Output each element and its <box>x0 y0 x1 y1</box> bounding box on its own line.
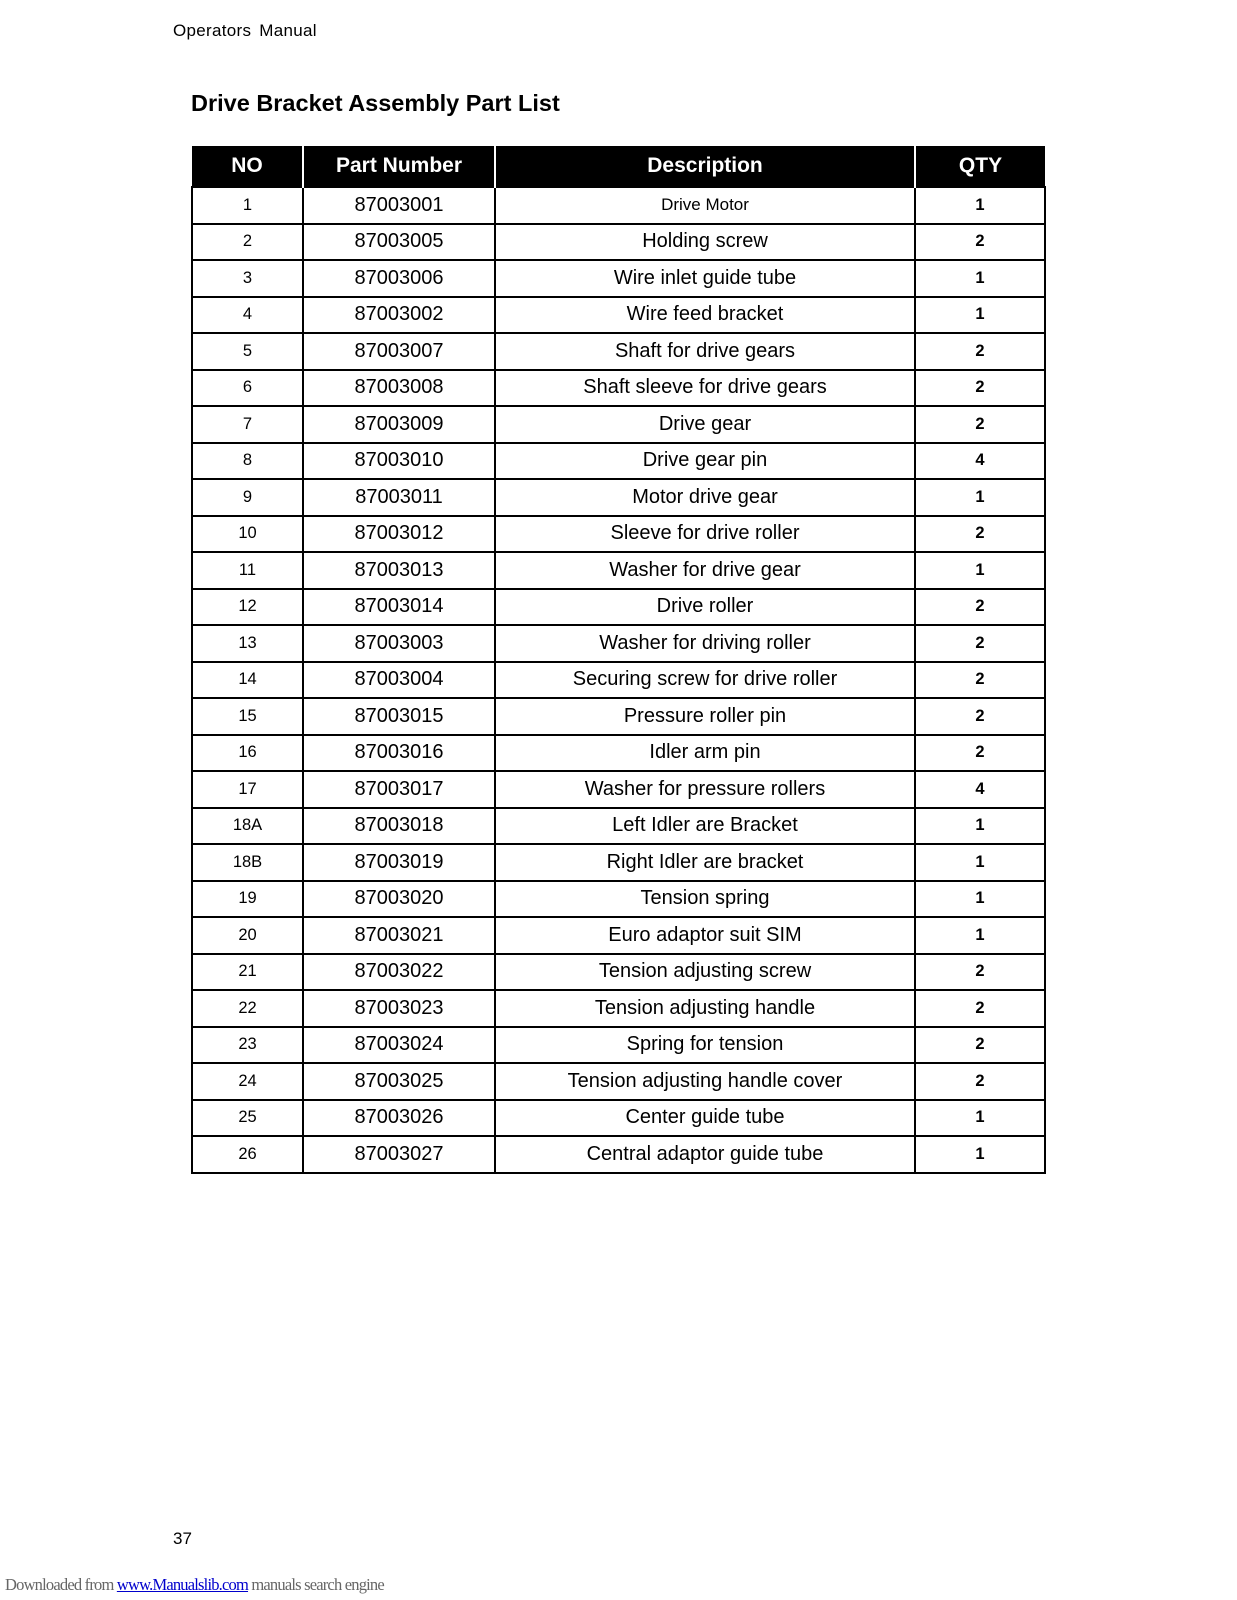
cell-qty: 1 <box>915 1100 1045 1137</box>
cell-no: 10 <box>192 516 303 553</box>
table-row <box>192 1100 1045 1137</box>
cell-no: 11 <box>192 552 303 589</box>
table-row <box>192 698 1045 735</box>
cell-no: 6 <box>192 370 303 407</box>
cell-part-number: 87003017 <box>303 771 495 808</box>
table-row <box>192 443 1045 480</box>
cell-part-number: 87003025 <box>303 1063 495 1100</box>
cell-no: 15 <box>192 698 303 735</box>
cell-no: 21 <box>192 954 303 991</box>
table-row <box>192 552 1045 589</box>
table-row <box>192 735 1045 772</box>
cell-description: Left Idler are Bracket <box>495 808 915 845</box>
cell-description: Idler arm pin <box>495 735 915 772</box>
cell-qty: 2 <box>915 516 1045 553</box>
cell-qty: 1 <box>915 297 1045 334</box>
cell-part-number: 87003007 <box>303 333 495 370</box>
cell-description: Motor drive gear <box>495 479 915 516</box>
column-header-no: NO <box>192 146 303 187</box>
cell-part-number: 87003001 <box>303 187 495 224</box>
cell-qty: 2 <box>915 990 1045 1027</box>
parts-table <box>191 146 1046 1174</box>
page-title: Drive Bracket Assembly Part List <box>191 90 560 116</box>
cell-part-number: 87003021 <box>303 917 495 954</box>
table-row <box>192 625 1045 662</box>
cell-no: 25 <box>192 1100 303 1137</box>
cell-no: 1 <box>192 187 303 224</box>
table-row <box>192 187 1045 224</box>
cell-part-number: 87003005 <box>303 224 495 261</box>
cell-part-number: 87003024 <box>303 1027 495 1064</box>
cell-qty: 1 <box>915 1136 1045 1173</box>
cell-part-number: 87003004 <box>303 662 495 699</box>
cell-no: 9 <box>192 479 303 516</box>
cell-qty: 1 <box>915 260 1045 297</box>
cell-qty: 1 <box>915 552 1045 589</box>
table-row <box>192 844 1045 881</box>
table-row <box>192 406 1045 443</box>
cell-description: Central adaptor guide tube <box>495 1136 915 1173</box>
cell-part-number: 87003009 <box>303 406 495 443</box>
cell-no: 16 <box>192 735 303 772</box>
cell-qty: 2 <box>915 662 1045 699</box>
column-header-qty: QTY <box>915 146 1045 187</box>
cell-no: 5 <box>192 333 303 370</box>
cell-part-number: 87003008 <box>303 370 495 407</box>
header-row <box>192 146 1045 187</box>
table-row <box>192 297 1045 334</box>
table-row <box>192 990 1045 1027</box>
table-row <box>192 808 1045 845</box>
table-row <box>192 333 1045 370</box>
cell-qty: 1 <box>915 808 1045 845</box>
cell-part-number: 87003006 <box>303 260 495 297</box>
table-row <box>192 1027 1045 1064</box>
cell-description: Tension adjusting handle cover <box>495 1063 915 1100</box>
table-row <box>192 881 1045 918</box>
cell-description: Right Idler are bracket <box>495 844 915 881</box>
cell-description: Washer for driving roller <box>495 625 915 662</box>
table-row <box>192 224 1045 261</box>
cell-qty: 4 <box>915 443 1045 480</box>
cell-part-number: 87003019 <box>303 844 495 881</box>
table-row <box>192 260 1045 297</box>
cell-part-number: 87003016 <box>303 735 495 772</box>
cell-part-number: 87003022 <box>303 954 495 991</box>
cell-no: 2 <box>192 224 303 261</box>
cell-part-number: 87003011 <box>303 479 495 516</box>
cell-part-number: 87003002 <box>303 297 495 334</box>
table-row <box>192 479 1045 516</box>
cell-description: Securing screw for drive roller <box>495 662 915 699</box>
footer-suffix: manuals search engine <box>248 1575 384 1594</box>
cell-qty: 4 <box>915 771 1045 808</box>
table-row <box>192 589 1045 626</box>
cell-description: Sleeve for drive roller <box>495 516 915 553</box>
cell-no: 18A <box>192 808 303 845</box>
cell-qty: 2 <box>915 224 1045 261</box>
cell-part-number: 87003014 <box>303 589 495 626</box>
cell-description: Holding screw <box>495 224 915 261</box>
cell-description: Drive gear pin <box>495 443 915 480</box>
cell-qty: 1 <box>915 479 1045 516</box>
cell-part-number: 87003012 <box>303 516 495 553</box>
cell-part-number: 87003003 <box>303 625 495 662</box>
cell-part-number: 87003010 <box>303 443 495 480</box>
cell-description: Wire feed bracket <box>495 297 915 334</box>
cell-description: Drive gear <box>495 406 915 443</box>
table-row <box>192 662 1045 699</box>
cell-no: 24 <box>192 1063 303 1100</box>
cell-part-number: 87003026 <box>303 1100 495 1137</box>
cell-no: 17 <box>192 771 303 808</box>
running-header: Operators Manual <box>173 21 317 40</box>
cell-qty: 2 <box>915 406 1045 443</box>
cell-description: Drive roller <box>495 589 915 626</box>
page-number: 37 <box>173 1529 192 1548</box>
cell-no: 26 <box>192 1136 303 1173</box>
column-header-part-number: Part Number <box>303 146 495 187</box>
cell-description: Center guide tube <box>495 1100 915 1137</box>
cell-part-number: 87003018 <box>303 808 495 845</box>
cell-qty: 1 <box>915 187 1045 224</box>
cell-qty: 2 <box>915 589 1045 626</box>
cell-qty: 2 <box>915 1027 1045 1064</box>
manualslib-link[interactable]: www.Manualslib.com <box>116 1575 249 1594</box>
cell-description: Shaft for drive gears <box>495 333 915 370</box>
cell-qty: 2 <box>915 735 1045 772</box>
download-footer <box>5 1575 384 1595</box>
table-row <box>192 370 1045 407</box>
cell-no: 14 <box>192 662 303 699</box>
cell-qty: 2 <box>915 370 1045 407</box>
cell-part-number: 87003013 <box>303 552 495 589</box>
cell-qty: 2 <box>915 954 1045 991</box>
cell-part-number: 87003027 <box>303 1136 495 1173</box>
table-row <box>192 917 1045 954</box>
cell-qty: 2 <box>915 1063 1045 1100</box>
cell-qty: 1 <box>915 844 1045 881</box>
cell-qty: 2 <box>915 333 1045 370</box>
table-row <box>192 771 1045 808</box>
cell-no: 20 <box>192 917 303 954</box>
cell-no: 13 <box>192 625 303 662</box>
table-row <box>192 954 1045 991</box>
cell-description: Tension spring <box>495 881 915 918</box>
cell-no: 4 <box>192 297 303 334</box>
cell-no: 23 <box>192 1027 303 1064</box>
table-row <box>192 1063 1045 1100</box>
cell-no: 22 <box>192 990 303 1027</box>
cell-qty: 2 <box>915 625 1045 662</box>
cell-description: Pressure roller pin <box>495 698 915 735</box>
cell-description: Washer for pressure rollers <box>495 771 915 808</box>
cell-no: 7 <box>192 406 303 443</box>
cell-part-number: 87003020 <box>303 881 495 918</box>
cell-no: 19 <box>192 881 303 918</box>
cell-no: 18B <box>192 844 303 881</box>
cell-description: Wire inlet guide tube <box>495 260 915 297</box>
parts-table-body <box>192 187 1045 1173</box>
cell-description: Drive Motor <box>495 187 915 224</box>
cell-description: Tension adjusting handle <box>495 990 915 1027</box>
cell-description: Washer for drive gear <box>495 552 915 589</box>
cell-description: Spring for tension <box>495 1027 915 1064</box>
footer-prefix: Downloaded from <box>5 1575 117 1594</box>
cell-qty: 1 <box>915 917 1045 954</box>
cell-description: Shaft sleeve for drive gears <box>495 370 915 407</box>
table-row <box>192 1136 1045 1173</box>
cell-part-number: 87003023 <box>303 990 495 1027</box>
cell-qty: 1 <box>915 881 1045 918</box>
cell-no: 8 <box>192 443 303 480</box>
cell-qty: 2 <box>915 698 1045 735</box>
cell-description: Tension adjusting screw <box>495 954 915 991</box>
cell-no: 12 <box>192 589 303 626</box>
cell-description: Euro adaptor suit SIM <box>495 917 915 954</box>
cell-no: 3 <box>192 260 303 297</box>
table-row <box>192 516 1045 553</box>
column-header-description: Description <box>495 146 915 187</box>
parts-table-header <box>192 146 1045 187</box>
cell-part-number: 87003015 <box>303 698 495 735</box>
